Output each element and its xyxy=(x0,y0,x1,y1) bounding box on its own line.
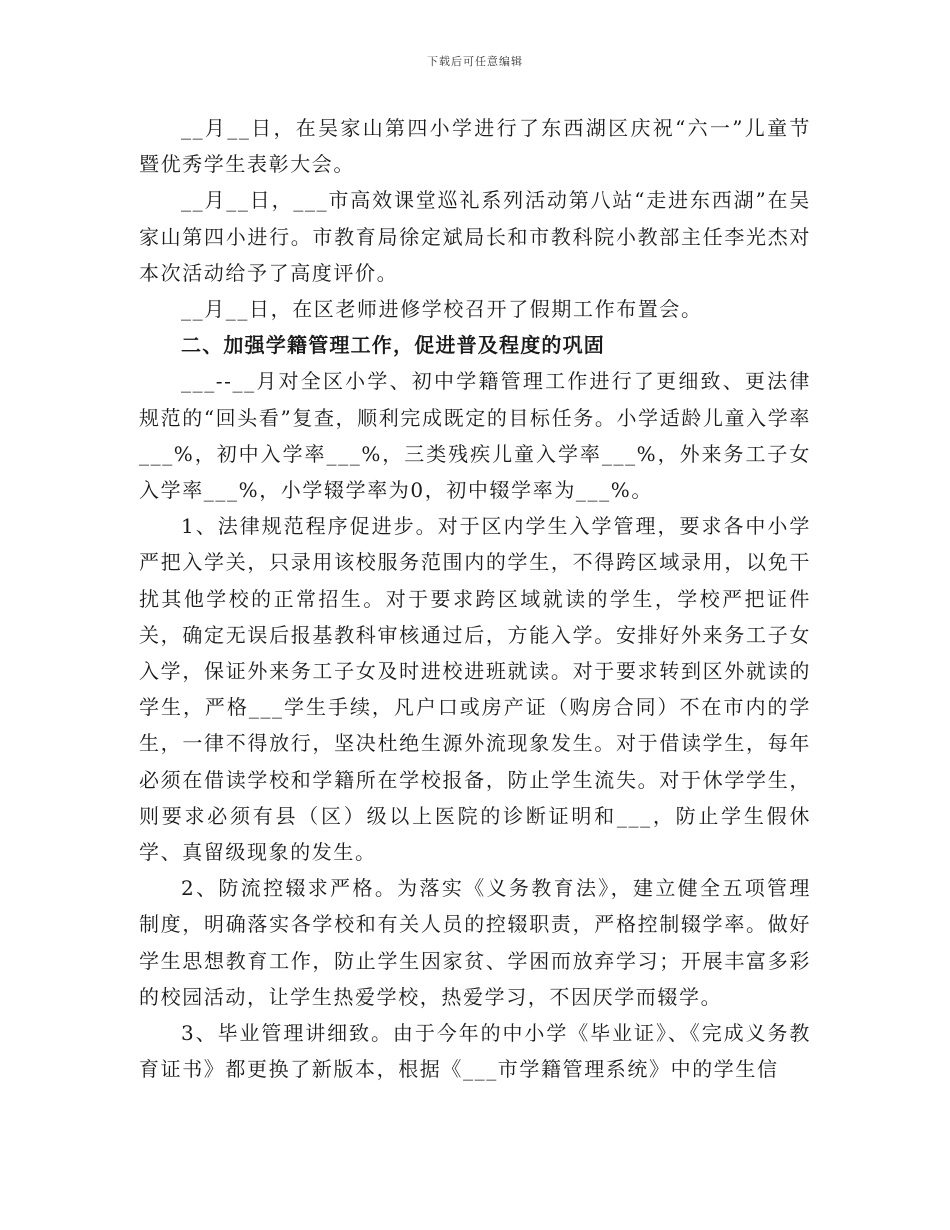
paragraph-item-2: 2、防流控辍求严格。为落实《义务教育法》，建立健全五项管理制度，明确落实各学校和有关人员的控辍职责，严格控制辍学率。做好学生思想教育工作，防止学生因家贫、学困而放弃学习；开展丰富多彩的校园活动，让学生热爱学校，热爱学习，不因厌学而辍学。 xyxy=(139,876,811,1009)
paragraph-classroom-tour: __月__日，___市高效课堂巡礼系列活动第八站“走进东西湖”在吴家山第四小进行。市教育局徐定斌局长和市教科院小教部主任李光杰对本次活动给予了高度评价。 xyxy=(139,188,811,285)
paragraph-enrollment-review: ___--__月对全区小学、初中学籍管理工作进行了更细致、更法律规范的“回头看”复查，顺利完成既定的目标任务。小学适龄儿童入学率___%，初中入学率___%，三类残疾儿童入学率___%，外来务工子女入学率___%，小学辍学率为0，初中辍学率为___%。 xyxy=(139,369,811,503)
paragraph-item-3: 3、毕业管理讲细致。由于今年的中小学《毕业证》、《完成义务教育证书》都更换了新版本，根据《___市学籍管理系统》中的学生信 xyxy=(139,1021,811,1082)
page-header: 下载后可任意编辑 xyxy=(427,55,523,68)
paragraph-item-1: 1、法律规范程序促进步。对于区内学生入学管理，要求各中小学严把入学关，只录用该校服务范围内的学生，不得跨区域录用，以免干扰其他学校的正常招生。对于要求跨区域就读的学生，学校严把证件关，确定无误后报基教科审核通过后，方能入学。安排好外来务工子女入学，保证外来务工子女及时进校进班就读。对于要求转到区外就读的学生，严格___学生手续，凡户口或房产证（购房合同）不在市内的学生，一律不得放行，坚决杜绝生源外流现象发生。对于借读学生，每年必须在借读学校和学籍所在学校报备，防止学生流失。对于休学学生，则要求必须有县（区）级以上医院的诊断证明和___，防止学生假休学、真留级现象的发生。 xyxy=(139,514,811,865)
document-body xyxy=(139,110,811,1087)
paragraph-holiday-meeting: __月__日，在区老师进修学校召开了假期工作布置会。 xyxy=(181,297,703,322)
section-heading: 二、加强学籍管理工作，促进普及程度的巩固 xyxy=(181,333,605,358)
paragraph-children-day: __月__日，在吴家山第四小学进行了东西湖区庆祝“六一”儿童节暨优秀学生表彰大会。 xyxy=(139,116,811,177)
